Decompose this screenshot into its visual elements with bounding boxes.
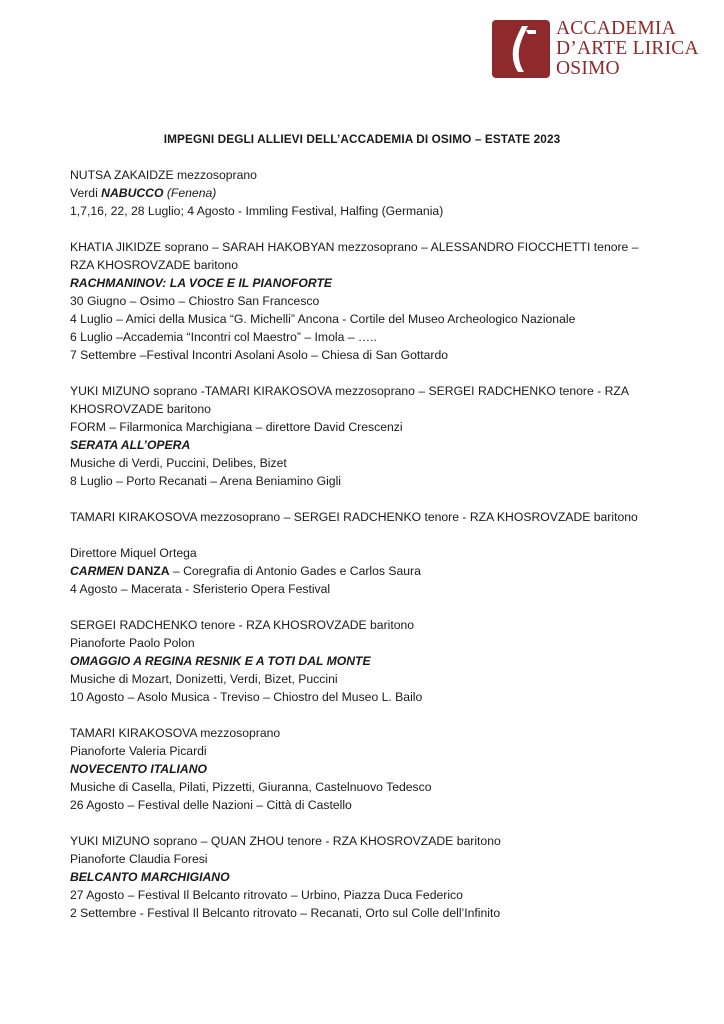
b5-date-1: 10 Agosto – Asolo Musica - Treviso – Chiostro del Museo L. Bailo [70, 690, 423, 704]
b1-work-prefix: Verdi [70, 186, 102, 200]
b3-ensemble: FORM – Filarmonica Marchigiana – direttore David Crescenzi [70, 420, 403, 434]
b2-program: RACHMANINOV: LA VOCE E IL PIANOFORTE [70, 276, 333, 290]
b6-program: NOVECENTO ITALIANO [70, 762, 208, 776]
accademia-logo [492, 18, 718, 80]
b5-program: OMAGGIO A REGINA RESNIK E A TOTI DAL MONTE [70, 654, 371, 668]
b4-program-danza: DANZA [123, 564, 170, 578]
b6-date-1: 26 Agosto – Festival delle Nazioni – Città di Castello [70, 798, 352, 812]
b1-dates: 1,7,16, 22, 28 Luglio; 4 Agosto - Immling Festival, Halfing (Germania) [70, 204, 444, 218]
b1-artists: NUTSA ZAKAIDZE mezzosoprano [70, 168, 257, 182]
b4-director: Direttore Miquel Ortega [70, 546, 197, 560]
b2-date-3: 6 Luglio –Accademia “Incontri col Maestro” – Imola – ….. [70, 330, 377, 344]
b4-artists: TAMARI KIRAKOSOVA mezzosoprano – SERGEI RADCHENKO tenore - RZA KHOSROVZADE baritono [70, 510, 638, 524]
b1-work-title: NABUCCO [101, 186, 164, 200]
b5-artists: SERGEI RADCHENKO tenore - RZA KHOSROVZADE baritono [70, 618, 415, 632]
b5-piano: Pianoforte Paolo Polon [70, 636, 195, 650]
b7-piano: Pianoforte Claudia Foresi [70, 852, 208, 866]
b6-piano: Pianoforte Valeria Picardi [70, 744, 207, 758]
b1-work-role: (Fenena) [163, 186, 217, 200]
logo-text [556, 19, 699, 79]
b3-artists-2: KHOSROVZADE baritono [70, 402, 211, 416]
b3-artists-1: YUKI MIZUNO soprano -TAMARI KIRAKOSOVA mezzosoprano – SERGEI RADCHENKO tenore - RZA [70, 384, 629, 398]
b2-date-2: 4 Luglio – Amici della Musica “G. Michelli” Ancona - Cortile del Museo Archeologico Nazionale [70, 312, 576, 326]
b7-program: BELCANTO MARCHIGIANO [70, 870, 230, 884]
b2-artists-1: KHATIA JIKIDZE soprano – SARAH HAKOBYAN mezzosoprano – ALESSANDRO FIOCCHETTI tenore – [70, 240, 639, 254]
b3-music: Musiche di Verdi, Puccini, Delibes, Bizet [70, 456, 287, 470]
b1-work [70, 184, 710, 202]
b4-program-credit: – Coregrafia di Antonio Gades e Carlos Saura [169, 564, 421, 578]
b3-date-1: 8 Luglio – Porto Recanati – Arena Beniamino Gigli [70, 474, 341, 488]
b3-program: SERATA ALL’OPERA [70, 438, 191, 452]
b2-date-4: 7 Settembre –Festival Incontri Asolani Asolo – Chiesa di San Gottardo [70, 348, 449, 362]
logo-line-1: ACCADEMIA [556, 18, 676, 39]
b4-program-carmen: CARMEN [70, 564, 124, 578]
b2-date-1: 30 Giugno – Osimo – Chiostro San Francesco [70, 294, 320, 308]
b6-music: Musiche di Casella, Pilati, Pizzetti, Giuranna, Castelnuovo Tedesco [70, 780, 432, 794]
b7-date-1: 27 Agosto – Festival Il Belcanto ritrovato – Urbino, Piazza Duca Federico [70, 888, 463, 902]
b7-artists: YUKI MIZUNO soprano – QUAN ZHOU tenore - RZA KHOSROVZADE baritono [70, 834, 501, 848]
b4-date-1: 4 Agosto – Macerata - Sferisterio Opera Festival [70, 582, 331, 596]
logo-line-2: D’ARTE LIRICA [556, 38, 699, 59]
logo-mark-icon [492, 20, 550, 78]
document-body [70, 166, 710, 922]
b6-artists: TAMARI KIRAKOSOVA mezzosoprano [70, 726, 281, 740]
logo-line-3: OSIMO [556, 58, 620, 79]
document-title: IMPEGNI DEGLI ALLIEVI DELL’ACCADEMIA DI OSIMO – ESTATE 2023 [163, 132, 561, 146]
b7-date-2: 2 Settembre - Festival Il Belcanto ritrovato – Recanati, Orto sul Colle dell’Infinito [70, 906, 501, 920]
b4-program [70, 562, 710, 580]
b2-artists-2: RZA KHOSROVZADE baritono [70, 258, 238, 272]
b5-music: Musiche di Mozart, Donizetti, Verdi, Bizet, Puccini [70, 672, 338, 686]
